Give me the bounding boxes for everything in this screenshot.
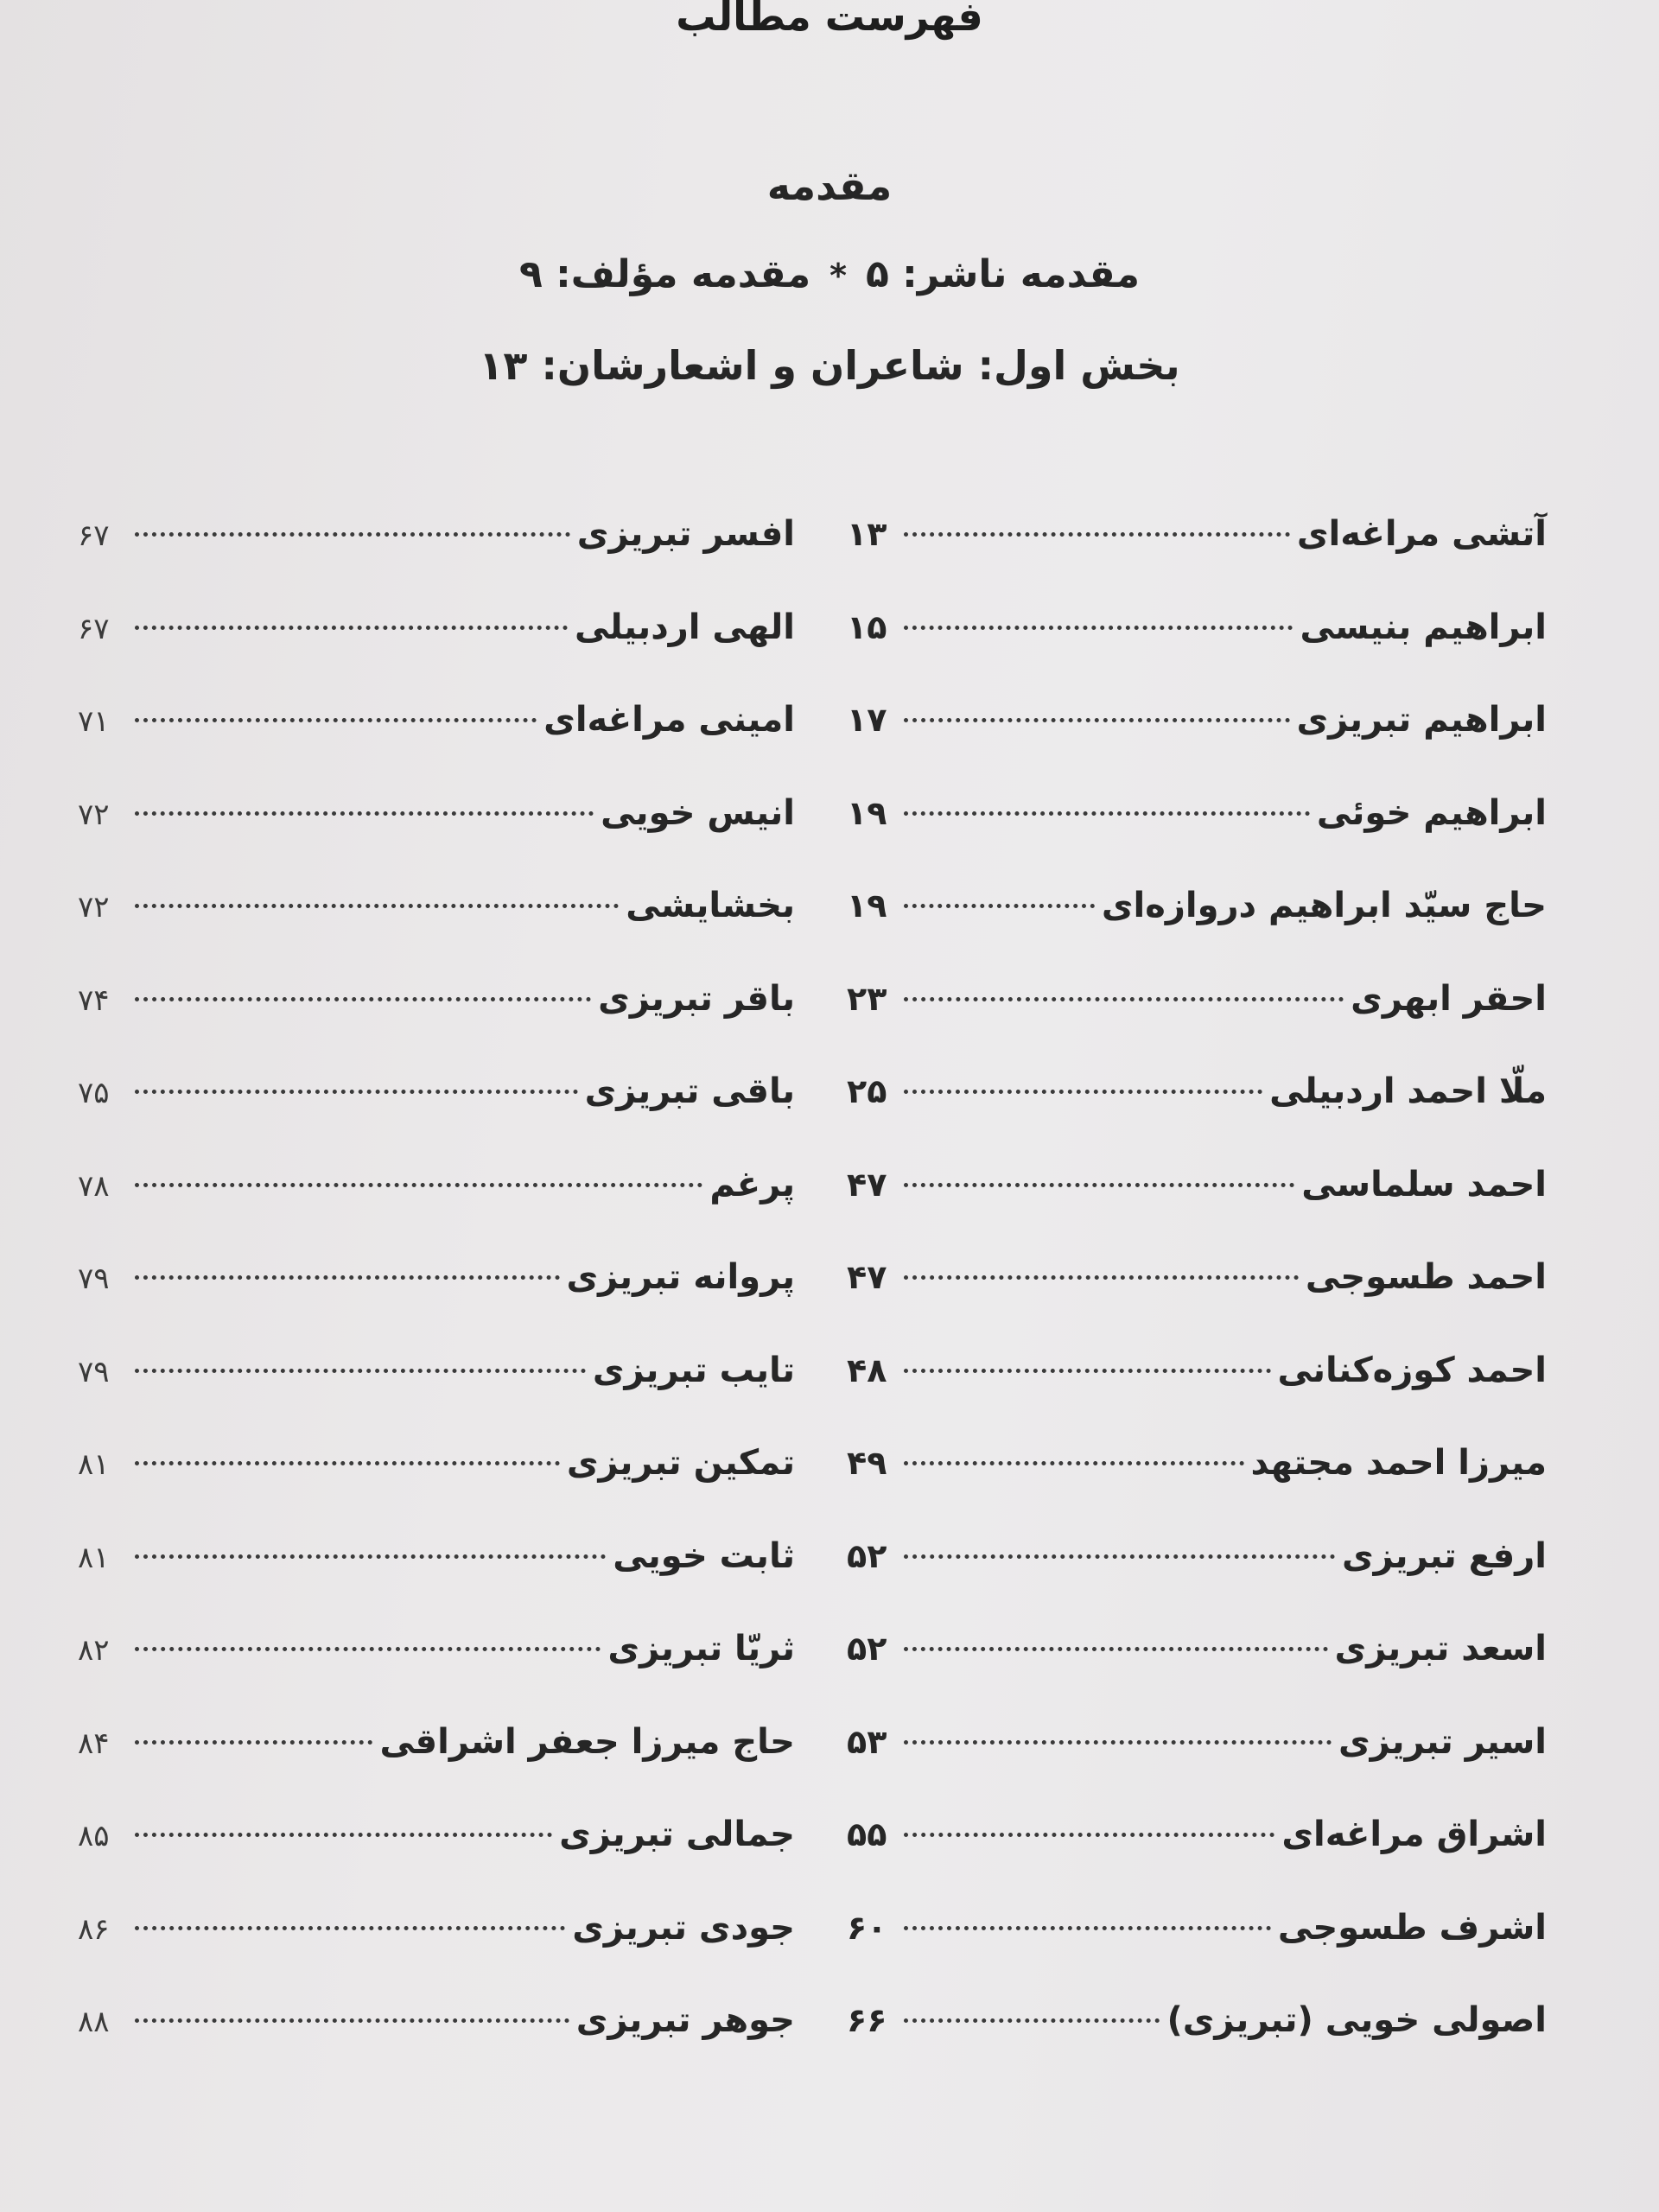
toc-entry-name: احقر ابهری <box>1351 978 1547 1019</box>
toc-entry-name: امینی مراغه‌ای <box>543 700 795 740</box>
publisher-intro-entry: مقدمه ناشر: ۵ <box>865 252 1140 296</box>
toc-entry <box>847 2000 1547 2094</box>
toc-entry-name: اصولی خویی (تبریزی) <box>1166 2000 1547 2040</box>
dot-leader <box>135 718 537 722</box>
dot-leader <box>904 1275 1299 1280</box>
dot-leader <box>904 626 1293 630</box>
toc-entry <box>78 1815 795 1908</box>
toc-entry <box>847 1536 1547 1630</box>
toc-entry-name: جودی تبریزی <box>572 1907 795 1948</box>
toc-entry <box>78 886 795 979</box>
toc-entry <box>847 700 1547 793</box>
toc-entry-name: ابراهیم بنیسی <box>1300 607 1547 647</box>
dot-leader <box>135 1183 702 1187</box>
toc-entry-page: ۶۰ <box>847 1908 887 1947</box>
dot-leader <box>135 811 594 816</box>
toc-entry-page: ۵۳ <box>847 1722 887 1761</box>
toc-entry-page: ۴۷ <box>847 1165 887 1204</box>
toc-entry <box>78 1908 795 2001</box>
dot-leader <box>904 1461 1244 1465</box>
toc-entry-page: ۸۵ <box>78 1819 110 1853</box>
dot-leader <box>904 1369 1271 1373</box>
separator-star: * <box>830 257 847 295</box>
dot-leader <box>135 904 619 908</box>
toc-entry <box>847 1071 1547 1165</box>
toc-entry-page: ۱۷ <box>847 701 887 739</box>
toc-entry-page: ۷۹ <box>78 1262 110 1296</box>
toc-entry <box>78 1165 795 1258</box>
toc-entry-page: ۶۷ <box>78 518 110 553</box>
toc-entry-page: ۴۷ <box>847 1258 887 1296</box>
dot-leader <box>135 1647 601 1651</box>
toc-entry-name: اسیر تبریزی <box>1338 1721 1547 1762</box>
toc-entry <box>847 886 1547 979</box>
author-intro-entry: مقدمه مؤلف: ۹ <box>519 252 811 296</box>
toc-entry-page: ۲۳ <box>847 979 887 1018</box>
toc-entry-page: ۱۹ <box>847 887 887 925</box>
toc-entry-name: بخشایشی <box>626 886 795 925</box>
toc-entry-page: ۸۶ <box>78 1911 110 1947</box>
toc-entry-page: ۶۷ <box>78 611 110 646</box>
toc-entry <box>78 1071 795 1165</box>
dot-leader <box>135 532 570 537</box>
toc-entry-name: الهی اردبیلی <box>575 607 795 647</box>
toc-entry-name: جمالی تبریزی <box>559 1815 795 1854</box>
toc-entry <box>847 1722 1547 1815</box>
page-title: فهرست مطالب <box>676 0 983 40</box>
toc-entry-page: ۴۹ <box>847 1444 887 1482</box>
dot-leader <box>135 1554 606 1559</box>
toc-entry-name: تمکین تبریزی <box>566 1443 795 1483</box>
toc-entry-page: ۵۲ <box>847 1630 887 1668</box>
toc-entry <box>78 514 795 607</box>
dot-leader <box>904 1833 1274 1837</box>
dot-leader <box>904 1647 1328 1651</box>
toc-entry-name: پروانه تبریزی <box>566 1257 795 1297</box>
dot-leader <box>904 2018 1160 2023</box>
toc-entry-name: اشراق مراغه‌ای <box>1281 1815 1547 1854</box>
toc-entry-page: ۷۴ <box>78 982 110 1018</box>
toc-entry-name: تایب تبریزی <box>592 1350 795 1390</box>
toc-entry <box>78 2000 795 2094</box>
toc-entry <box>847 793 1547 887</box>
toc-entry <box>78 1536 795 1630</box>
toc-entry-page: ۸۱ <box>78 1540 110 1575</box>
toc-entry-name: احمد سلماسی <box>1301 1164 1547 1205</box>
dot-leader <box>904 1090 1262 1094</box>
toc-entry-name: حاج میرزا جعفر اشراقی <box>379 1721 795 1762</box>
toc-entry <box>847 1443 1547 1536</box>
dot-leader <box>904 1183 1294 1187</box>
toc-entry-name: ارفع تبریزی <box>1342 1535 1547 1576</box>
toc-entry-page: ۸۲ <box>78 1633 110 1668</box>
toc-entry-page: ۱۵ <box>847 607 887 646</box>
dot-leader <box>135 1740 372 1745</box>
toc-entry-name: آتشی مراغه‌ای <box>1296 514 1547 554</box>
toc-entry-page: ۴۸ <box>847 1351 887 1389</box>
toc-entry <box>78 700 795 793</box>
toc-entry <box>78 793 795 887</box>
toc-entry <box>847 1257 1547 1351</box>
dot-leader <box>135 1369 586 1373</box>
toc-entry-page: ۷۲ <box>78 797 110 832</box>
dot-leader <box>904 1926 1271 1930</box>
toc-entry-page: ۷۱ <box>78 704 110 739</box>
toc-entry-page: ۶۶ <box>847 2001 887 2039</box>
dot-leader <box>135 1090 578 1094</box>
toc-entry-name: احمد کوزه‌کنانی <box>1277 1350 1547 1390</box>
toc-entry-page: ۵۲ <box>847 1536 887 1575</box>
toc-entry-name: پرغم <box>709 1164 795 1205</box>
toc-entry-name: حاج سیّد ابراهیم دروازه‌ای <box>1101 886 1547 925</box>
toc-entry <box>78 607 795 701</box>
toc-entry-name: انیس خویی <box>601 792 795 833</box>
dot-leader <box>904 1554 1335 1559</box>
toc-entry-name: ابراهیم تبریزی <box>1296 700 1547 740</box>
toc-entry-name: اشرف طسوجی <box>1277 1907 1547 1948</box>
toc-entry-page: ۷۵ <box>78 1076 110 1110</box>
toc-entry <box>78 1351 795 1444</box>
dot-leader <box>135 1833 552 1837</box>
toc-entry-page: ۷۲ <box>78 890 110 925</box>
dot-leader <box>135 2018 569 2023</box>
dot-leader <box>135 1926 565 1930</box>
intro-heading: مقدمه <box>766 162 893 209</box>
toc-entry-name: افسر تبریزی <box>576 514 795 554</box>
dot-leader <box>135 1275 560 1280</box>
toc-entry-name: میرزا احمد مجتهد <box>1250 1443 1547 1483</box>
toc-entry-page: ۱۳ <box>847 515 887 553</box>
toc-entry <box>78 1629 795 1722</box>
toc-entry-name: ملّا احمد اردبیلی <box>1269 1071 1547 1111</box>
toc-entry <box>847 979 1547 1072</box>
toc-entry-name: جوهر تبریزی <box>575 2000 795 2040</box>
toc-entry-name: ابراهیم خوئی <box>1316 792 1547 833</box>
toc-entry-name: باقر تبریزی <box>598 978 795 1019</box>
dot-leader <box>135 1461 560 1465</box>
toc-entry-page: ۸۸ <box>78 2005 110 2039</box>
toc-right-column <box>847 514 1547 2094</box>
toc-entry <box>847 607 1547 701</box>
dot-leader <box>904 718 1290 722</box>
toc-entry <box>847 1351 1547 1444</box>
toc-entry-page: ۱۹ <box>847 793 887 832</box>
toc-entry <box>847 1629 1547 1722</box>
toc-entry <box>78 1443 795 1536</box>
dot-leader <box>904 1740 1332 1745</box>
part-one-heading: بخش اول: شاعران و اشعارشان: ۱۳ <box>479 342 1180 389</box>
toc-entry-page: ۸۴ <box>78 1726 110 1761</box>
toc-entry-name: باقی تبریزی <box>584 1071 795 1111</box>
toc-entry <box>78 979 795 1072</box>
toc-entry-page: ۲۵ <box>847 1072 887 1110</box>
dot-leader <box>904 904 1095 908</box>
dot-leader <box>904 532 1290 537</box>
toc-entry <box>847 1165 1547 1258</box>
toc-entry-name: احمد طسوجی <box>1305 1257 1547 1297</box>
toc-entry-name: ثابت خویی <box>613 1535 795 1576</box>
dot-leader <box>904 997 1344 1001</box>
toc-entry-name: ثریّا تبریزی <box>607 1629 795 1669</box>
toc-entry-page: ۸۱ <box>78 1447 110 1482</box>
toc-entry-page: ۷۹ <box>78 1354 110 1389</box>
dot-leader <box>135 626 568 630</box>
toc-entry <box>847 1815 1547 1908</box>
toc-entry <box>847 1908 1547 2001</box>
toc-entry <box>78 1257 795 1351</box>
toc-left-column <box>78 514 795 2094</box>
toc-entry-name: اسعد تبریزی <box>1334 1629 1547 1669</box>
toc-entry-page: ۵۵ <box>847 1815 887 1853</box>
dot-leader <box>135 997 591 1001</box>
toc-entry <box>847 514 1547 607</box>
toc-entry-page: ۷۸ <box>78 1168 110 1204</box>
dot-leader <box>904 811 1310 816</box>
intro-line <box>0 252 1659 296</box>
toc-entry <box>78 1722 795 1815</box>
